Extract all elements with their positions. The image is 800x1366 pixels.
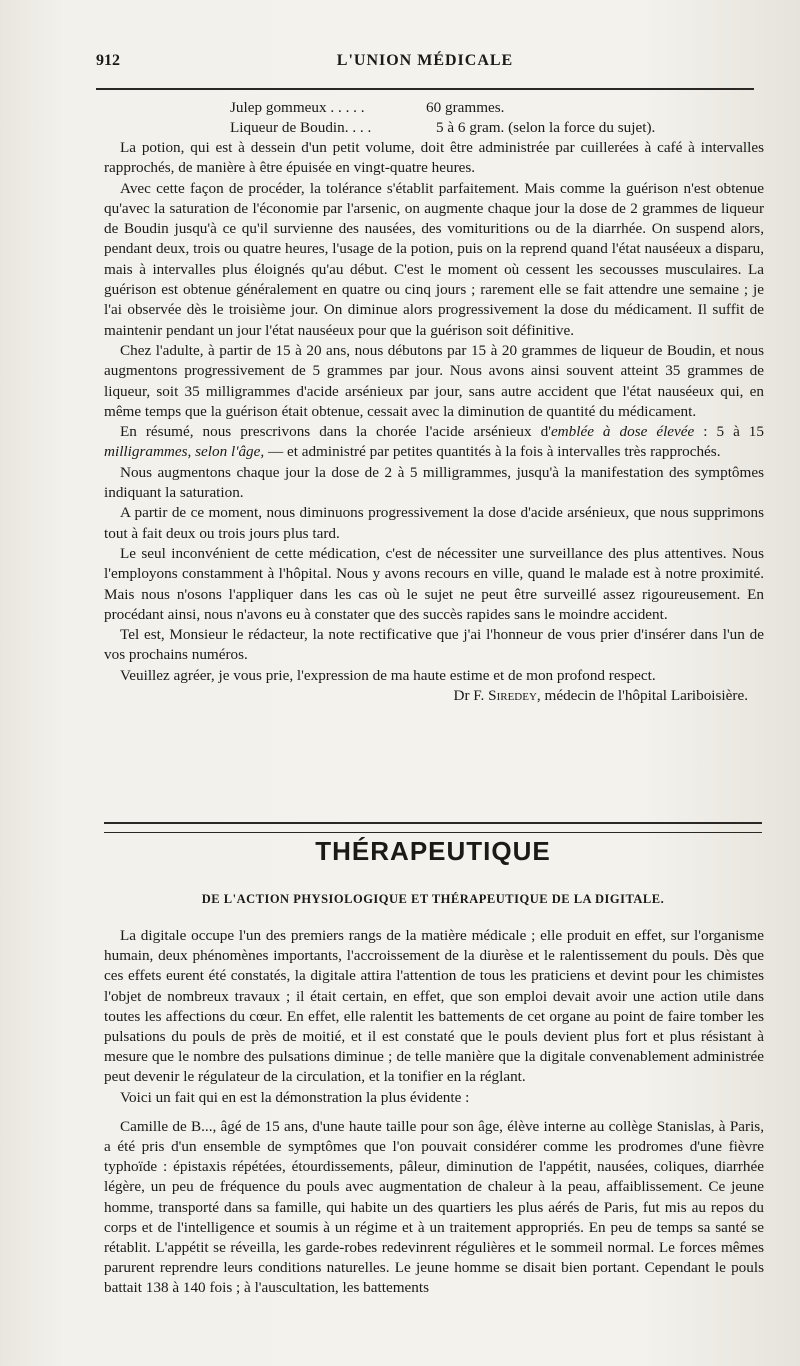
formula-ingredient: Liqueur de Boudin. . . .	[230, 119, 372, 136]
section-title: THÉRAPEUTIQUE	[315, 836, 551, 866]
article-title: DE L'ACTION PHYSIOLOGIQUE ET THÉRAPEUTIQUE DE LA DIGITALE.	[201, 892, 665, 906]
paragraph: Chez l'adulte, à partir de 15 à 20 ans, nous débutons par 15 à 20 grammes de liqueur de Boudin, et nous augmentons progressivement de 5 grammes par jour. Nous avons ainsi souvent atteint 35 grammes de liqueur, soit 35 milligrammes d'acide arsénieux par jour, sans autre accident que l'état nauséeux qui, en même temps que la guérison était obtenue, cessait avec la diminution de quantité du médicament.	[104, 341, 764, 420]
paragraph: A partir de ce moment, nous diminuons progressivement la dose d'acide arsénieux, que nous supprimons tout à fait deux ou trois jours plus tard.	[104, 504, 764, 542]
paragraph: Tel est, Monsieur le rédacteur, la note rectificative que j'ai l'honneur de vous prier d'insérer dans l'un de vos prochains numéros.	[104, 626, 764, 664]
formula-dose: 60 grammes.	[426, 99, 505, 116]
summary-emphasis: milligrammes, selon l'âge,	[104, 443, 265, 461]
case-report-paragraph: Camille de B..., âgé de 15 ans, d'une haute taille pour son âge, élève interne au collège Stanislas, à Paris, a été pris d'un ensemble de symptômes que l'on pouvait considérer comme les prodromes d'une fièvre typhoïde : épistaxis répétées, étourdissements, pâleur, diminution de l'appétit, nausées, coliques, diarrhée légère, un peu de fréquence du pouls avec augmentation de chaleur à la peau, affaiblissement. Ce jeune homme, transporté dans sa famille, qui habite un des quartiers les plus aérés de Paris, fut mis au repos du corps et de l'intelligence et soumis à un régime et à un traitement appropriés. En peu de temps sa santé se rétablit. L'appétit se réveilla, les garde-robes redevinrent régulières et le sommeil normal. Le forces mêmes parurent reprendre leurs conditions naturelles. Le jeune homme se disait bien portant. Cependant le pouls battait 138 à 140 fois ; à l'auscultation, les battements	[104, 1117, 764, 1297]
paragraph-closing: Veuillez agréer, je vous prie, l'expression de ma haute estime et de mon profond respect.	[120, 666, 656, 684]
paragraph: La potion, qui est à dessein d'un petit volume, doit être administrée par cuillerées à café à intervalles rapprochés, de manière à être épuisée en vingt-quatre heures.	[104, 139, 764, 177]
paragraph: Avec cette façon de procéder, la tolérance s'établit parfaitement. Mais comme la guérison n'est obtenue qu'avec la saturation de l'économie par l'arsenic, on augmente chaque jour la dose de 2 grammes de liqueur de Boudin jusqu'à ce qu'il survienne des nausées, des vomituritions ou de la diarrhée. On suspend alors, pendant deux, trois ou quatre heures, l'usage de la potion, puis on la reprend quand l'état nauséeux a disparu, mais à intervalles plus éloignés qu'au début. C'est le moment où cessent les secousses musculaires. La guérison est obtenue généralement en quatre ou cinq jours ; rarement elle se fait attendre une semaine ; je l'ai observée dès le troisième jour. On diminue alors progressivement la dose du médicament. Il suffit de maintenir pendant un jour l'état nauséeux pour que la guérison soit définitive.	[104, 179, 764, 339]
summary-text: — et administré par petites quantités à la fois à intervalles très rapprochés.	[264, 443, 721, 461]
signature-name: Siredey	[488, 687, 537, 705]
formula-dose: 5 à 6 gram. (selon la force du sujet).	[436, 119, 656, 136]
summary-text: En résumé, nous prescrivons dans la chorée l'acide arsénieux d'	[120, 423, 551, 441]
signature-role: , médecin de l'hôpital Lariboisière.	[536, 687, 748, 705]
letter-body	[104, 98, 764, 706]
section-divider	[104, 822, 762, 833]
formula-line	[230, 98, 505, 118]
header-rule	[96, 88, 754, 90]
paragraph: Nous augmentons chaque jour la dose de 2 à 5 milligrammes, jusqu'à la manifestation des symptômes indiquant la saturation.	[104, 463, 764, 502]
formula-line	[230, 118, 656, 138]
signature	[104, 686, 764, 706]
prescription-formula	[230, 98, 764, 138]
page-number: 912	[96, 52, 120, 69]
paragraph: La digitale occupe l'un des premiers rangs de la matière médicale ; elle produit en effet, sur l'organisme humain, deux phénomènes importants, l'accroissement de la diurèse et le ralentissement du pouls. Dès que ces effets eurent été constatés, la digitale attira l'attention de tous les praticiens et devint pour les chimistes l'objet de nombreux travaux ; il était certain, en effet, que son emploi devait avoir une action utile dans toutes les affections du cœur. En effet, elle ralentit les battements de cet organe au point de faire tomber les pulsations du pouls de près de moitié, et il est constaté que le pouls devient plus fort et plus résistant à mesure que le nombre des pulsations diminue ; de telle manière que la digitale convenablement administrée peut devenir le régulateur de la circulation, et la tonifier en la réglant.	[104, 927, 764, 1086]
article-body	[104, 926, 764, 1299]
summary-emphasis: emblée à dose élevée	[550, 423, 695, 441]
page-header	[96, 50, 754, 74]
summary-text: : 5 à 15	[694, 423, 764, 441]
paragraph-summary	[104, 422, 764, 463]
signature-title: Dr F.	[453, 687, 489, 705]
formula-ingredient: Julep gommeux . . . . .	[230, 99, 365, 116]
paragraph: Voici un fait qui en est la démonstration la plus évidente :	[120, 1088, 470, 1106]
journal-title: L'UNION MÉDICALE	[336, 52, 514, 69]
paragraph: Le seul inconvénient de cette médication, c'est de nécessiter une surveillance des plus attentives. Nous l'employons constamment à l'hôpital. Nous y avons recours en ville, quand le malade est à notre proximité. Mais nous n'osons l'appliquer dans les cas où le sujet ne peut être surveillé assez rigoureusement. En procédant ainsi, nous n'avons eu à constater que des succès rapides sans le moindre accident.	[104, 544, 764, 623]
